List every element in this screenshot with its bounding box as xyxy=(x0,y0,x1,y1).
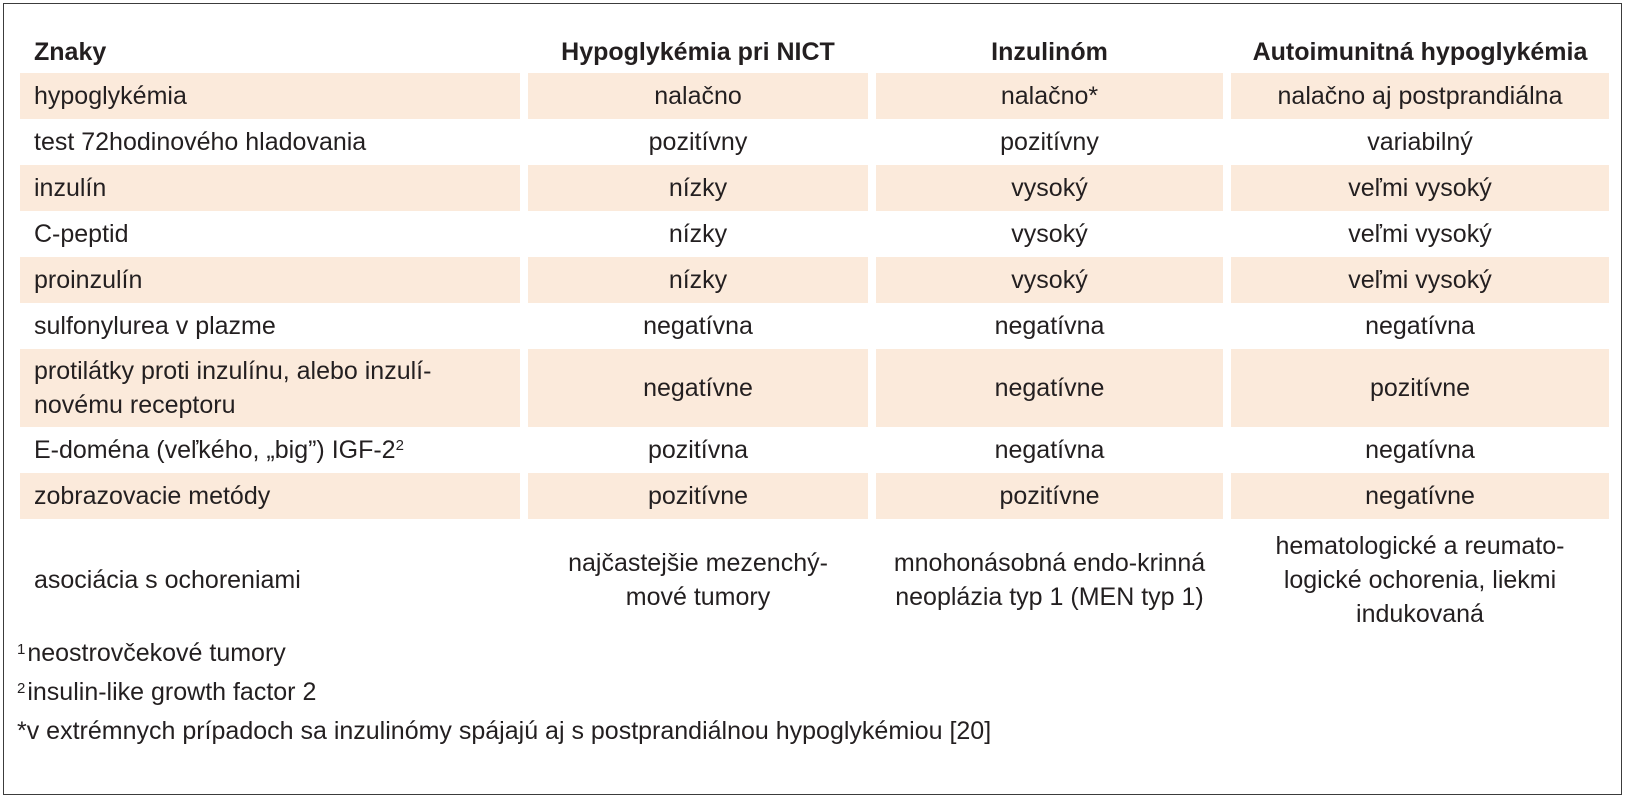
table-cell: nízky xyxy=(528,257,868,303)
row-label: protilátky proti inzulínu, alebo inzulí-novému receptoru xyxy=(20,349,520,427)
table-cell: nalačno* xyxy=(876,73,1223,119)
footnote xyxy=(17,634,991,673)
table-cell: pozitívny xyxy=(1000,128,1099,156)
table-row xyxy=(20,303,1609,349)
footnotes xyxy=(17,634,991,751)
table-cell: mnohonásobná endo-krinná neoplázia typ 1 (MEN typ 1) xyxy=(893,549,1206,611)
table-cell: negatívna xyxy=(994,312,1105,340)
header-autoimmune: Autoimunitná hypoglykémia xyxy=(1252,38,1588,66)
table-cell: hematologické a reumato-logické ochorenia, liekmi indukovaná xyxy=(1275,532,1565,628)
table-cell: najčastejšie mezenchý-mové tumory xyxy=(568,549,828,611)
row-label: C-peptid xyxy=(34,220,129,248)
row-label: sulfonylurea v plazme xyxy=(34,312,276,340)
header-znaky: Znaky xyxy=(34,38,107,66)
table-cell: negatívne xyxy=(1231,473,1609,519)
header-nict: Hypoglykémia pri NICT xyxy=(561,38,835,66)
footnote xyxy=(17,712,991,751)
footnote-mark: 1 xyxy=(17,641,26,658)
row-label: test 72hodinového hladovania xyxy=(34,128,367,156)
table-cell: vysoký xyxy=(1011,220,1088,248)
footnote-mark: 2 xyxy=(395,437,404,454)
table-cell: veľmi vysoký xyxy=(1231,257,1609,303)
table-cell: negatívne xyxy=(876,349,1223,427)
table-cell: negatívna xyxy=(1365,436,1475,464)
table-row xyxy=(20,519,1609,641)
table-cell: vysoký xyxy=(876,257,1223,303)
table-cell: negatívna xyxy=(643,312,753,340)
footnote-text: *v extrémnych prípadoch sa inzulinómy spájajú aj s postprandiálnou hypoglykémiou [20] xyxy=(17,717,992,745)
footnote-text: insulin-like growth factor 2 xyxy=(27,678,317,706)
table-cell: veľmi vysoký xyxy=(1231,165,1609,211)
row-label: inzulín xyxy=(20,165,520,211)
table-cell: negatívne xyxy=(528,349,868,427)
table-cell: nízky xyxy=(668,220,728,248)
header-inzulinom: Inzulinóm xyxy=(991,38,1108,66)
row-label: hypoglykémia xyxy=(20,73,520,119)
table-header-row xyxy=(20,25,1609,73)
table-cell: nalačno aj postprandiálna xyxy=(1231,73,1609,119)
row-label xyxy=(20,427,520,473)
table-row xyxy=(20,119,1609,165)
table-cell: vysoký xyxy=(876,165,1223,211)
table-row xyxy=(20,349,1609,427)
table-cell: nalačno xyxy=(528,73,868,119)
table-row xyxy=(20,473,1609,519)
footnote xyxy=(17,673,991,712)
row-label: proinzulín xyxy=(20,257,520,303)
table-cell: pozitívne xyxy=(876,473,1223,519)
table-row xyxy=(20,257,1609,303)
table-cell: negatívna xyxy=(1365,312,1475,340)
table-row xyxy=(20,211,1609,257)
table-cell: pozitívna xyxy=(647,436,749,464)
row-label-text: E-doména (veľkého, „big”) IGF-2 xyxy=(34,436,396,464)
table-cell: pozitívne xyxy=(1231,349,1609,427)
table-cell: pozitívne xyxy=(528,473,868,519)
table-cell: nízky xyxy=(528,165,868,211)
table-row xyxy=(20,73,1609,119)
comparison-table xyxy=(12,25,1617,641)
footnote-text: neostrovčekové tumory xyxy=(27,639,286,667)
row-label: zobrazovacie metódy xyxy=(20,473,520,519)
row-label: asociácia s ochoreniami xyxy=(34,566,301,594)
table-row xyxy=(20,427,1609,473)
table-cell: veľmi vysoký xyxy=(1348,220,1492,248)
table-cell: pozitívny xyxy=(648,128,748,156)
footnote-mark: 2 xyxy=(17,680,26,697)
table-cell: variabilný xyxy=(1367,128,1473,156)
table-row xyxy=(20,165,1609,211)
table-cell: negatívna xyxy=(994,436,1105,464)
